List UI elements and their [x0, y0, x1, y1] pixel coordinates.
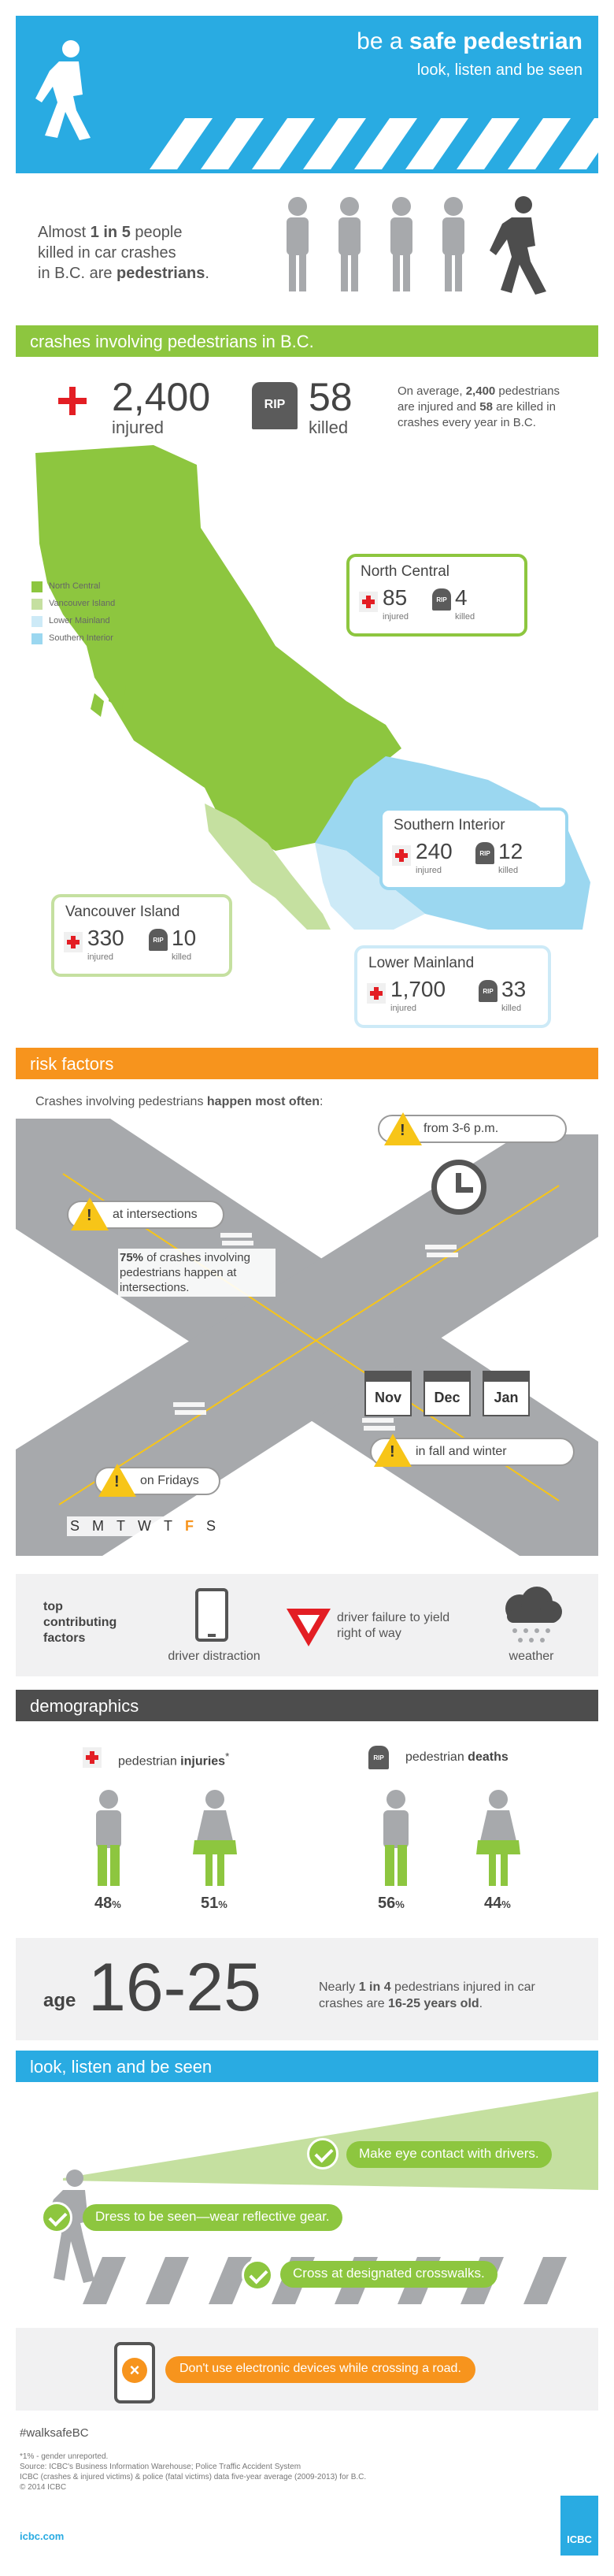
title-prefix: be a: [357, 28, 409, 54]
icbc-logo: ICBC: [560, 2496, 598, 2556]
region-killed: 10: [172, 926, 197, 950]
distraction-label: driver distraction: [168, 1650, 261, 1663]
region-injured: 1,700: [390, 977, 446, 1001]
rip-icon: RIP: [149, 929, 168, 951]
page-subtitle: look, listen and be seen: [416, 61, 583, 79]
phone-icon: [195, 1588, 228, 1642]
intro-text: Almost 1 in 5 people killed in car crashes in B.C. are pedestrians.: [38, 224, 209, 282]
check-icon: [307, 2138, 338, 2170]
injuries-label: pedestrian injuries*: [118, 1750, 230, 1769]
person-icon: [442, 197, 464, 291]
footnote: ICBC (crashes & injured victims) & police (fatal victims) data five-year average (2009-2013) for B.C.: [20, 2473, 367, 2481]
rip-icon: RIP: [479, 980, 497, 1002]
injury-cross-icon: [55, 384, 90, 418]
check-icon: [41, 2202, 72, 2233]
person-icon: [390, 197, 412, 291]
injury-cross-icon: [367, 983, 386, 1004]
age-label: age: [43, 1990, 76, 2011]
intersection-stat: 75% of crashes involving pedestrians happen at intersections.: [118, 1249, 276, 1297]
phone-icon: [114, 2342, 155, 2403]
region-injured: 85: [383, 585, 408, 610]
injured-label: injured: [112, 418, 165, 437]
x-icon: ×: [122, 2358, 147, 2383]
rip-icon: RIP: [252, 382, 298, 429]
region-box-lower-mainland: Lower Mainland 1,700 injured RIP 33 killed: [354, 945, 551, 1028]
factors-title: top contributing factors: [43, 1600, 117, 1645]
calendar-icon: Jan: [483, 1371, 530, 1416]
footnotes: [20, 2452, 366, 2492]
footnote: *1% - gender unreported.: [20, 2452, 109, 2461]
footer-link[interactable]: icbc.com: [20, 2530, 65, 2542]
deaths-male-pct: 56%: [378, 1895, 405, 1912]
deaths-label: pedestrian deaths: [405, 1750, 509, 1764]
region-killed: 33: [501, 977, 527, 1001]
age-range: 16-25: [88, 1950, 261, 2025]
yield-label: driver failure to yield right of way: [337, 1611, 450, 1640]
devices-panel: [16, 2328, 598, 2411]
injury-cross-icon: [392, 845, 411, 866]
region-title: North Central: [361, 563, 449, 580]
warning-icon: !: [71, 1197, 109, 1230]
risk-factors-heading: risk factors: [16, 1048, 598, 1079]
killed-label: killed: [309, 418, 349, 437]
region-box-vancouver-island: Vancouver Island 330 injured RIP 10 killed: [51, 894, 232, 977]
region-box-southern-interior: Southern Interior 240 injured RIP 12 killed: [379, 807, 568, 890]
yield-sign-icon: [285, 1607, 332, 1648]
gender-figures: [87, 1788, 527, 1891]
weather-label: weather: [509, 1650, 554, 1663]
male-figure: [383, 1790, 409, 1886]
eye-contact-pill: Make eye contact with drivers.: [346, 2141, 552, 2168]
region-title: Lower Mainland: [368, 955, 475, 971]
header-banner: [16, 16, 598, 173]
age-text: Nearly 1 in 4 pedestrians injured in car crashes are 16-25 years old.: [319, 1980, 535, 2010]
footnote: © 2014 ICBC: [20, 2483, 67, 2492]
region-box-north-central: North Central 85 injured RIP 4 killed: [346, 554, 527, 637]
reflective-gear-pill: Dress to be seen—wear reflective gear.: [83, 2204, 342, 2231]
weather-cloud-icon: [496, 1587, 567, 1646]
injury-cross-icon: [83, 1747, 102, 1768]
region-title: Southern Interior: [394, 817, 505, 833]
people-icons: [276, 195, 575, 298]
page-title: [357, 28, 583, 55]
injury-cross-icon: [64, 932, 83, 952]
pedestrian-dark-icon: [490, 196, 546, 295]
region-killed: 12: [498, 839, 523, 863]
demographics-heading: demographics: [16, 1690, 598, 1721]
deaths-female-pct: 44%: [484, 1895, 511, 1912]
warning-icon: !: [374, 1434, 412, 1467]
clock-icon: [431, 1160, 486, 1215]
weekday-row: S M T W T F S: [67, 1516, 219, 1536]
region-title: Vancouver Island: [65, 904, 180, 920]
devices-pill: Don't use electronic devices while crossing a road.: [165, 2356, 475, 2383]
person-icon: [287, 197, 309, 291]
female-figure: [476, 1790, 520, 1886]
killed-total: 58: [309, 375, 353, 419]
risk-intro: Crashes involving pedestrians happen most often:: [35, 1095, 324, 1108]
factors-panel: [16, 1574, 598, 1676]
female-figure: [193, 1790, 237, 1886]
look-listen-heading: look, listen and be seen: [16, 2051, 598, 2082]
intersections-pill: at intersections: [67, 1201, 224, 1229]
injury-cross-icon: [359, 592, 378, 612]
hashtag: #walksafeBC: [20, 2426, 89, 2440]
injuries-female-pct: 51%: [201, 1895, 227, 1912]
person-icon: [338, 197, 361, 291]
age-panel: [16, 1938, 598, 2040]
title-bold: safe pedestrian: [409, 28, 583, 54]
region-injured: 330: [87, 926, 124, 950]
injuries-male-pct: 48%: [94, 1895, 121, 1912]
pedestrian-walking-icon: [35, 39, 98, 142]
fridays-pill: on Fridays: [94, 1467, 220, 1495]
warning-icon: !: [98, 1464, 136, 1497]
injured-total: 2,400: [112, 375, 211, 419]
season-pill: in fall and winter: [370, 1438, 575, 1466]
time-pill: from 3-6 p.m.: [378, 1115, 567, 1143]
calendar-icon: Dec: [424, 1371, 471, 1416]
north-central-region: [35, 445, 401, 851]
calendar-icon: Nov: [364, 1371, 412, 1416]
rip-icon: RIP: [368, 1746, 389, 1769]
crosswalk-pill: Cross at designated crosswalks.: [280, 2261, 497, 2288]
check-icon: [242, 2259, 273, 2291]
rip-icon: RIP: [432, 588, 451, 611]
footnote: Source: ICBC's Business Information Warehouse; Police Traffic Accident System: [20, 2463, 301, 2471]
male-figure: [96, 1790, 121, 1886]
region-injured: 240: [416, 839, 453, 863]
rip-icon: RIP: [475, 842, 494, 864]
average-text: On average, 2,400 pedestrians are injured and 58 are killed in crashes every year in B.C.: [398, 384, 560, 429]
region-killed: 4: [455, 585, 468, 610]
warning-icon: !: [384, 1112, 422, 1145]
crashes-heading: crashes involving pedestrians in B.C.: [16, 325, 598, 357]
